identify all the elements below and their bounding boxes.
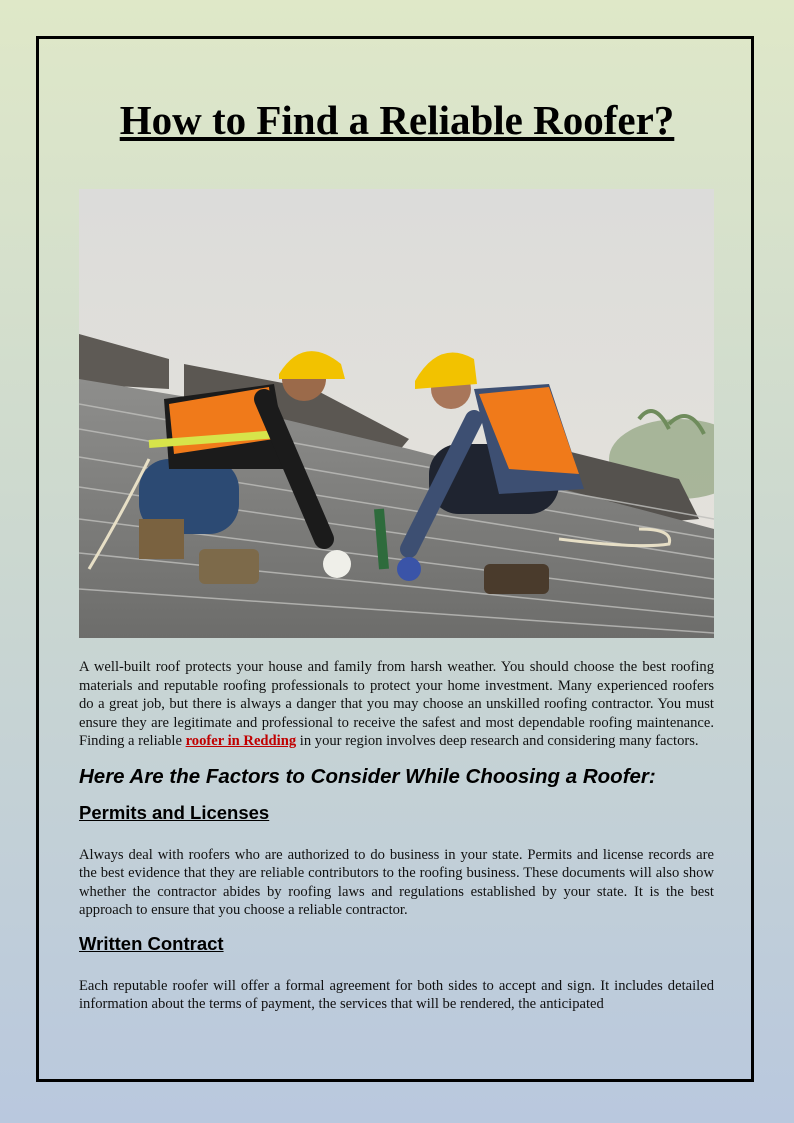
roofers-photo [79, 189, 714, 638]
roofer-in-redding-link[interactable]: roofer in Redding [185, 733, 297, 749]
permits-paragraph: Always deal with roofers who are authorized to do business in your state. Permits and license records are the best evidence that they are reliable contributors to the roofing business. These documents will also show whether the contractor abides by roofing laws and regulations established by your state. It is the best approach to ensure that you choose a reliable contractor. [79, 846, 714, 918]
article-body [79, 658, 714, 1014]
intro-text-before-link: A well-built roof protects your house and family from harsh weather. You should choose the best roofing materials and reputable roofing professionals to protect your home investment. Many experienced roofers do a great job, but there is always a danger that you may choose an unskilled roofing contractor. You must ensure they are legitimate and professional to receive the safest and most dependable roofing maintenance. Finding a reliable [79, 659, 714, 749]
page-title: How to Find a Reliable Roofer? [119, 97, 675, 143]
intro-paragraph [79, 658, 714, 751]
spacer [79, 824, 714, 846]
written-contract-paragraph: Each reputable roofer will offer a formal agreement for both sides to accept and sign. It includes detailed information about the terms of payment, the services that will be rendered, the anticipated [79, 977, 714, 1012]
spacer [79, 955, 714, 977]
written-contract-heading: Written Contract [79, 932, 224, 954]
intro-text-after-link: in your region involves deep research and considering many factors. [296, 733, 699, 749]
factors-heading: Here Are the Factors to Consider While Choosing a Roofer: [79, 764, 656, 788]
permits-heading: Permits and Licenses [79, 801, 270, 823]
